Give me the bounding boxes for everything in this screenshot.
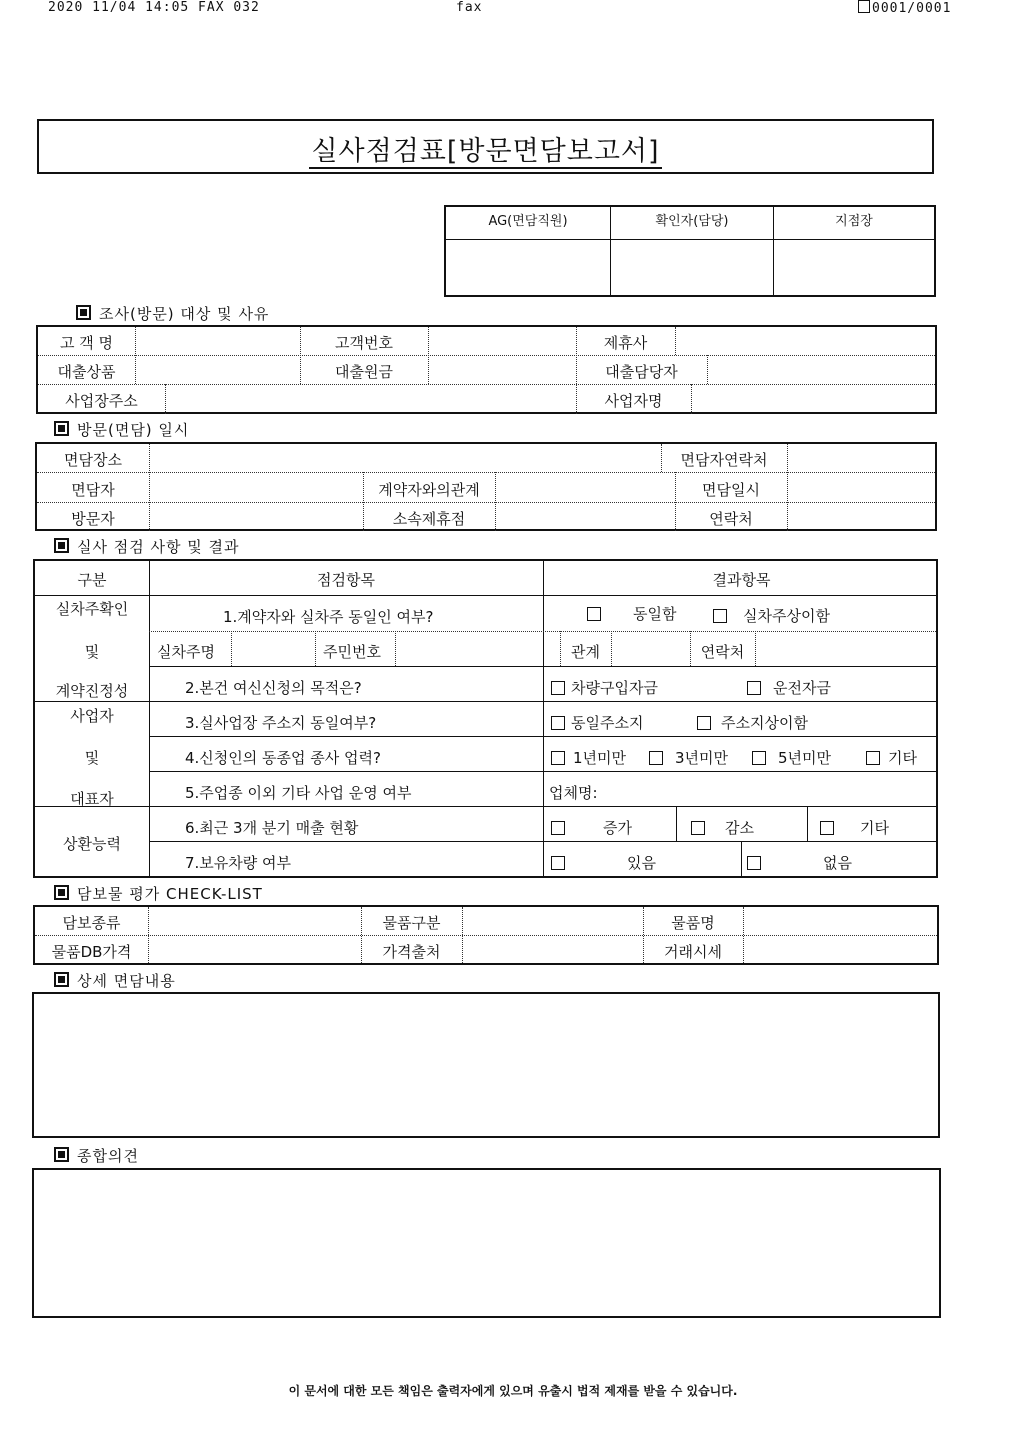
target-info-table	[36, 325, 937, 414]
group-business-3: 대표자	[70, 790, 114, 808]
label-relation-to-contractor: 계약자와의관계	[378, 481, 480, 499]
label-resident-number: 주민번호	[323, 643, 381, 661]
group-business-1: 사업자	[70, 707, 114, 725]
label-interviewee: 면담자	[71, 481, 115, 499]
bullet-icon	[54, 538, 69, 553]
label-actual-owner-name: 실차주명	[157, 643, 215, 661]
label-partner: 제휴사	[603, 334, 648, 352]
group-owner-check-1: 실차주확인	[55, 600, 129, 618]
approval-header-branch-manager: 지점장	[774, 207, 934, 240]
checkbox-icon[interactable]	[587, 607, 601, 621]
section-heading-collateral: 담보물 평가 CHECK-LIST	[54, 883, 263, 904]
section-heading-interview-details: 상세 면담내용	[54, 970, 176, 991]
interview-details-area[interactable]	[32, 992, 940, 1138]
checkbox-icon[interactable]	[551, 716, 565, 730]
check-item-4: 4.신청인의 동종업 종사 업력?	[185, 749, 381, 767]
label-contact-number: 연락처	[700, 643, 745, 661]
inspection-table	[33, 559, 938, 878]
visit-info-table	[35, 442, 937, 531]
approval-table	[444, 205, 936, 297]
label-interviewee-contact: 면담자연락처	[680, 451, 768, 469]
checkbox-icon[interactable]	[551, 751, 565, 765]
approval-header-checker: 확인자(담당)	[611, 207, 773, 240]
check-item-5: 5.주업종 이외 기타 사업 운영 여부	[185, 784, 412, 802]
checkbox-icon[interactable]	[697, 716, 711, 730]
label-item-category: 물품구분	[382, 914, 441, 932]
approval-header-ag: AG(면담직원)	[446, 207, 610, 240]
section-heading-overall-opinion: 종합의견	[54, 1145, 139, 1166]
footer-disclaimer: 이 문서에 대한 모든 책임은 출력자에게 있으며 유출시 법적 제재를 받을 수 있습니다.	[288, 1384, 738, 1398]
label-visitor: 방문자	[71, 510, 115, 528]
result-same-address[interactable]: 동일주소지	[551, 712, 643, 733]
checkbox-icon[interactable]	[752, 751, 766, 765]
checkbox-icon[interactable]	[551, 681, 565, 695]
fax-timestamp: 2020 11/04 14:05 FAX 032	[48, 0, 260, 15]
label-loan-principal: 대출원금	[335, 363, 393, 381]
checkbox-icon[interactable]	[747, 681, 761, 695]
result-under-3-years[interactable]: 3년미만	[649, 747, 728, 768]
result-other-period[interactable]: 기타	[866, 747, 917, 768]
bullet-icon	[54, 972, 69, 987]
col-header-check-item: 점검항목	[317, 571, 375, 589]
check-item-1: 1.계약자와 실차주 동일인 여부?	[223, 608, 434, 626]
checkbox-icon[interactable]	[649, 751, 663, 765]
checkbox-icon[interactable]	[820, 821, 834, 835]
result-under-5-years[interactable]: 5년미만	[752, 747, 831, 768]
checkbox-icon[interactable]	[866, 751, 880, 765]
fax-label: fax	[456, 0, 483, 15]
group-owner-check-3: 계약진정성	[55, 682, 129, 700]
page-title: 실사점검표[방문면담보고서]	[311, 136, 660, 167]
checkbox-icon[interactable]	[691, 821, 705, 835]
result-sales-decrease[interactable]: 감소	[691, 817, 754, 838]
result-under-1-year[interactable]: 1년미만	[551, 747, 626, 768]
bullet-icon	[54, 421, 69, 436]
label-business-address: 사업장주소	[65, 392, 138, 410]
checkbox-icon[interactable]	[551, 821, 565, 835]
section-heading-visit: 방문(면담) 일시	[54, 419, 189, 440]
title-box	[37, 119, 934, 174]
label-interview-datetime: 면담일시	[702, 481, 760, 499]
label-price-source: 가격출처	[382, 943, 441, 961]
label-item-name: 물품명	[671, 914, 715, 932]
result-sales-other[interactable]: 기타	[820, 817, 889, 838]
result-vehicle-yes[interactable]: 있음	[551, 852, 656, 873]
result-different-address[interactable]: 주소지상이함	[697, 712, 808, 733]
group-repayment: 상환능력	[63, 835, 121, 853]
result-same-person[interactable]: 동일함	[587, 603, 676, 624]
check-item-7: 7.보유차량 여부	[185, 854, 292, 872]
approval-cell-branch-manager[interactable]	[773, 207, 934, 295]
fax-page-count	[858, 0, 951, 16]
approval-cell-ag[interactable]	[446, 207, 610, 295]
result-vehicle-purchase[interactable]: 차량구입자금	[551, 677, 658, 698]
overall-opinion-area[interactable]	[32, 1168, 941, 1318]
label-interview-place: 면담장소	[64, 451, 122, 469]
label-relation: 관계	[571, 643, 600, 661]
group-business-2: 및	[84, 749, 100, 767]
result-sales-increase[interactable]: 증가	[551, 817, 632, 838]
approval-cell-checker[interactable]	[610, 207, 773, 295]
fax-page-icon	[858, 0, 870, 13]
label-customer-number: 고객번호	[335, 334, 393, 352]
check-item-2: 2.본건 여신신청의 목적은?	[185, 679, 362, 697]
result-different-owner[interactable]: 실차주상이함	[713, 605, 830, 626]
label-market-price: 거래시세	[664, 943, 722, 961]
label-loan-product: 대출상품	[57, 363, 116, 381]
result-vehicle-no[interactable]: 없음	[747, 852, 852, 873]
collateral-table	[33, 905, 939, 965]
checkbox-icon[interactable]	[747, 856, 761, 870]
bullet-icon	[54, 1147, 69, 1162]
label-customer-name: 고 객 명	[59, 334, 113, 352]
check-item-3: 3.실사업장 주소지 동일여부?	[185, 714, 377, 732]
bullet-icon	[76, 305, 91, 320]
label-loan-officer: 대출담당자	[605, 363, 678, 381]
result-company-name[interactable]: 업체명:	[549, 784, 598, 802]
bullet-icon	[54, 885, 69, 900]
section-heading-inspection: 실사 점검 사항 및 결과	[54, 536, 239, 557]
checkbox-icon[interactable]	[551, 856, 565, 870]
label-collateral-type: 담보종류	[62, 914, 121, 932]
col-header-category: 구분	[77, 571, 107, 589]
result-operating-funds[interactable]: 운전자금	[747, 677, 831, 698]
label-item-db-price: 물품DB가격	[51, 943, 132, 961]
label-affiliated-store: 소속제휴점	[392, 510, 466, 528]
fax-page-number: 0001/0001	[872, 1, 952, 16]
section-heading-target: 조사(방문) 대상 및 사유	[76, 303, 269, 324]
label-business-owner: 사업자명	[604, 392, 663, 410]
label-contact: 연락처	[709, 510, 753, 528]
checkbox-icon[interactable]	[713, 609, 727, 623]
check-item-6: 6.최근 3개 분기 매출 현황	[185, 819, 359, 837]
col-header-result: 결과항목	[712, 571, 771, 589]
group-owner-check-2: 및	[84, 643, 100, 661]
